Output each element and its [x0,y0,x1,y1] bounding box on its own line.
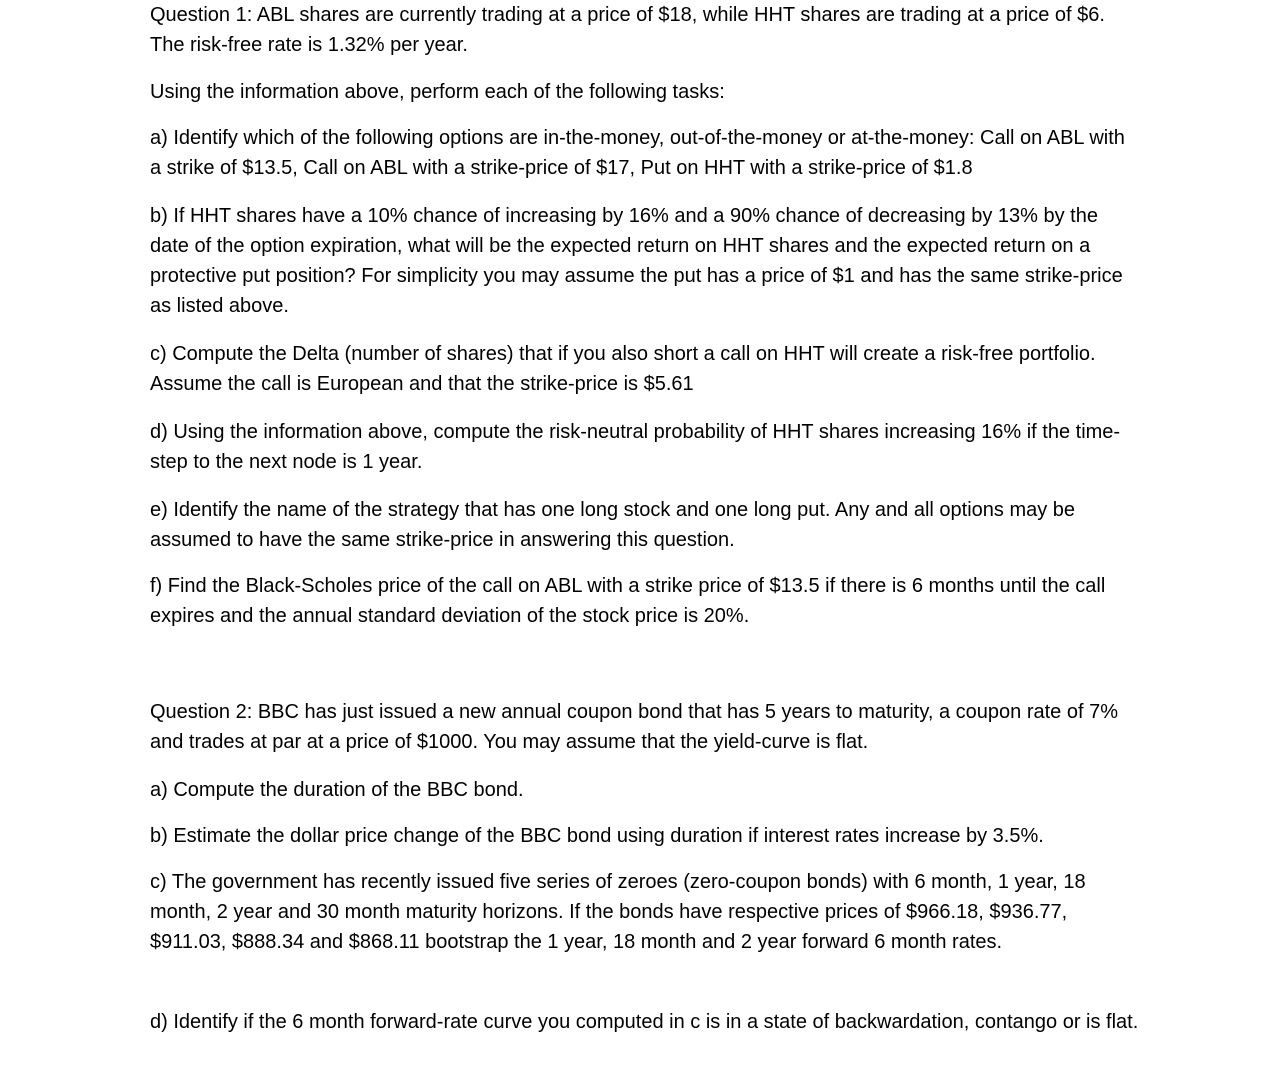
question-1-part-e: e) Identify the name of the strategy that has one long stock and one long put. Any and all options may be assumed to have the same strike-price in answering this question. [150,499,1076,551]
question-2-intro: Question 2: BBC has just issued a new annual coupon bond that has 5 years to maturity, a coupon rate of 7% and trades at par at a price of $1000. You may assume that the yield-curve is flat. [150,701,1118,753]
question-1-part-f: f) Find the Black-Scholes price of the call on ABL with a strike price of $13.5 if there is 6 months until the call expires and the annual standard deviation of the stock price is 20%. [150,575,1106,627]
question-2-part-a: a) Compute the duration of the BBC bond. [150,779,524,801]
question-2-part-d: d) Identify if the 6 month forward-rate curve you computed in c is in a state of backwardation, contango or is flat. [150,1011,1139,1033]
question-2-part-c: c) The government has recently issued five series of zeroes (zero-coupon bonds) with 6 month, 1 year, 18 month, 2 year and 30 month maturity horizons. If the bonds have respective prices of $966.18, $936.77, $911.03, $888.34 and $868.11 bootstrap the 1 year, 18 month and 2 year forward 6 month rates. [150,871,1086,953]
question-2-part-b: b) Estimate the dollar price change of the BBC bond using duration if interest rates increase by 3.5%. [150,825,1044,847]
question-1-part-a: a) Identify which of the following options are in-the-money, out-of-the-money or at-the-money: Call on ABL with a strike of $13.5, Call on ABL with a strike-price of $17, Put on HHT with a strike-price of $1.8 [150,127,1125,179]
question-1-part-d: d) Using the information above, compute the risk-neutral probability of HHT shares increasing 16% if the time-step to the next node is 1 year. [150,421,1121,473]
question-1-instruction: Using the information above, perform each of the following tasks: [150,81,725,103]
question-1-intro: Question 1: ABL shares are currently trading at a price of $18, while HHT shares are trading at a price of $6. The risk-free rate is 1.32% per year. [150,4,1105,56]
question-1-part-c: c) Compute the Delta (number of shares) that if you also short a call on HHT will create a risk-free portfolio. Assume the call is European and that the strike-price is $5.61 [150,343,1096,395]
question-1-part-b: b) If HHT shares have a 10% chance of increasing by 16% and a 90% chance of decreasing by 13% by the date of the option expiration, what will be the expected return on HHT shares and the expected return on a protective put position? For simplicity you may assume the put has a price of $1 and has the same strike-price as listed above. [150,205,1123,317]
